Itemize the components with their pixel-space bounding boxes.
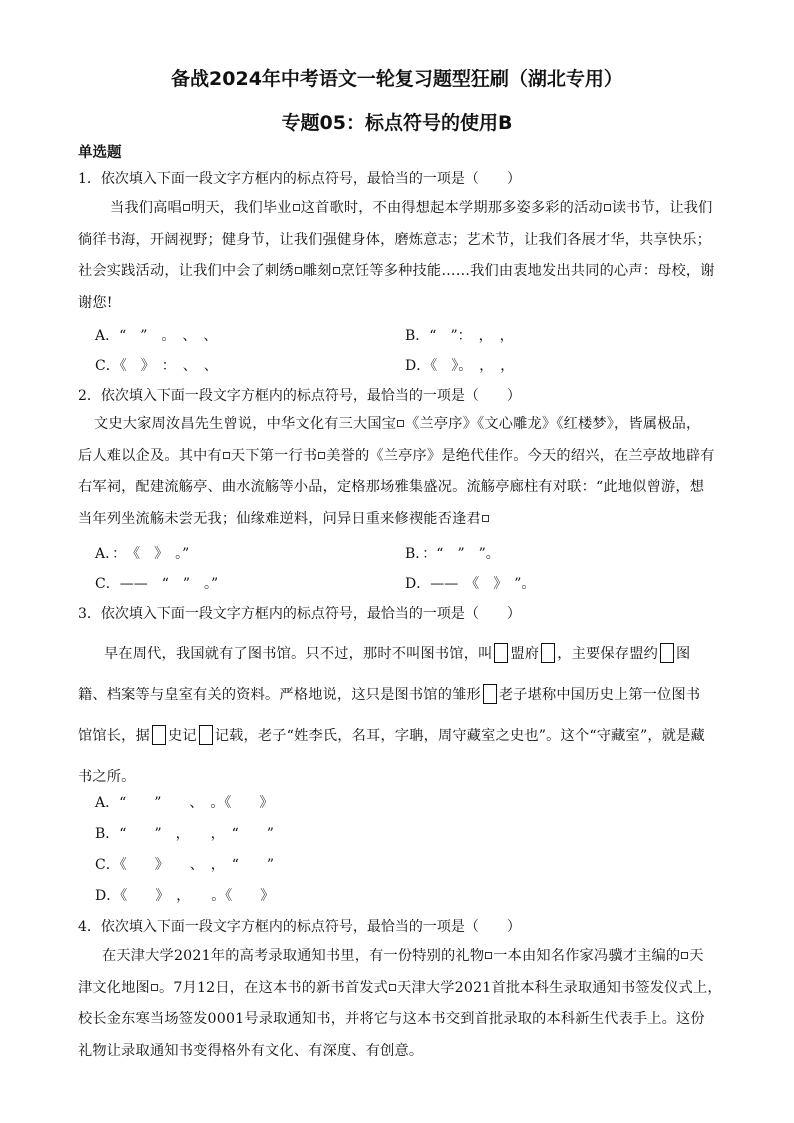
question-3-stem: 3．依次填入下面一段文字方框内的标点符号，最恰当的一项是（ ）: [78, 606, 521, 622]
passage-line: 馆馆长，据 史记 记载，老子“姓李氏，名耳，字聃，周守藏室之史也”。这个“守藏室”，就是藏: [78, 716, 726, 757]
blank-square: [681, 952, 688, 959]
passage-line: 校长金东寒当场签发0001号录取通知书，并将它与这本书交到首批录取的本科新生代表手上。这份: [78, 1011, 705, 1027]
blank-box: [660, 643, 674, 663]
question-2-stem: 2．依次填入下面一段文字方框内的标点符号，最恰当的一项是（ ）: [78, 388, 521, 404]
blank-box: [199, 725, 213, 745]
passage-line: 后人难以企及。其中有 天下第一行书 美誉的《兰亭序》是绝代佳作。今天的绍兴，在兰亭故地辟有: [78, 447, 715, 464]
passage-line: 社会实践活动，让我们中会了刺绣 雕刻 烹饪等多种技能……我们由衷地发出共同的心声：母校，谢: [78, 263, 715, 279]
passage-line: 礼物让录取通知书变得格外有文化、有深度、有创意。: [78, 1042, 424, 1059]
passage-line: 籍、档案等与皇室有关的资料。严格地说，这只是图书馆的雏形 老子堪称中国历史上第一位图书: [78, 675, 726, 716]
option-c[interactable]: C．《 》 、 ， “ ”: [95, 857, 275, 873]
document-title: 备战2024年中考语文一轮复习题型狂刷（湖北专用）: [171, 68, 623, 90]
blank-square: [604, 204, 611, 211]
passage-line: 当我们高唱 明天，我们毕业 这首歌时，不由得想起本学期那多姿多彩的活动 读书节，让我们: [110, 200, 713, 216]
blank-square: [485, 952, 492, 959]
blank-box: [541, 643, 555, 663]
option-b[interactable]: B．“ ” ， ， “ ”: [95, 826, 274, 842]
question-1-stem: 1．依次填入下面一段文字方框内的标点符号，最恰当的一项是（ ）: [78, 171, 521, 187]
blank-square: [295, 267, 302, 274]
option-a[interactable]: A．： 《 》 。”: [95, 546, 190, 562]
blank-box: [483, 684, 497, 704]
section-label: 单选题: [78, 145, 122, 161]
passage-line: 徜徉书海，开阔视野；健身节，让我们强健身体，磨炼意志；艺术节，让我们各展才华，共享快乐；: [78, 231, 712, 248]
blank-square: [183, 204, 190, 211]
blank-square: [223, 452, 230, 459]
option-c[interactable]: C．—— “ ” 。”: [95, 576, 219, 592]
option-d[interactable]: D．《 》。 ， ，: [405, 358, 515, 374]
passage-line: 早在周代，我国就有了图书馆。只不过，那时不叫图书馆，叫 盟府 ，主要保存盟约 图: [78, 634, 726, 675]
option-b[interactable]: B．：“ ” ”。: [405, 546, 500, 562]
blank-square: [151, 984, 158, 991]
blank-square: [482, 515, 489, 522]
blank-box: [152, 725, 166, 745]
passage-line: 右军祠，配建流觞亭、曲水流觞等小品，定格那场雅集盛况。流觞亭廊柱有对联：“此地似曾游，想: [78, 479, 705, 495]
blank-box: [494, 643, 508, 663]
blank-square: [389, 984, 396, 991]
question-1-passage: [78, 193, 726, 319]
option-c[interactable]: C．《 》 ： 、 、: [95, 358, 218, 374]
option-b[interactable]: B．“ ”： ， ，: [405, 328, 514, 344]
passage-line: 谢您!: [78, 294, 113, 311]
option-a[interactable]: A．“ ” 。 、 、: [95, 328, 218, 344]
option-a[interactable]: A．“ ” 、 。《 》: [95, 795, 274, 811]
passage-line: 当年列坐流觞未尝无我；仙缘难逆料，问异日重来修禊能否逢君: [78, 504, 726, 536]
document-subtitle: 专题05：标点符号的使用B: [281, 112, 513, 134]
blank-square: [293, 204, 300, 211]
passage-line: 书之所。: [78, 769, 136, 785]
question-4-stem: 4．依次填入下面一段文字方框内的标点符号，最恰当的一项是（ ）: [78, 919, 521, 935]
question-4-passage: [78, 941, 726, 1067]
option-d[interactable]: D．—— 《 》 ”。: [405, 576, 536, 592]
question-2-passage: [78, 409, 726, 535]
blank-square: [397, 420, 404, 427]
passage-line: 津文化地图 。7月12日，在这本书的新书首发式 天津大学2021首批本科生录取通知书签发仪式上，: [78, 979, 722, 996]
blank-square: [318, 452, 325, 459]
option-d[interactable]: D．《 》 ， 。《 》: [95, 888, 275, 904]
question-3-passage: [78, 634, 726, 798]
blank-square: [333, 267, 340, 274]
passage-line: 在天津大学2021年的高考录取通知书里，有一份特别的礼物 一本由知名作家冯骥才主编的 天: [102, 948, 704, 964]
passage-line: 文史大家周汝昌先生曾说，中华文化有三大国宝 《兰亭序》《文心雕龙》《红楼梦》，皆属极品，: [94, 416, 701, 432]
